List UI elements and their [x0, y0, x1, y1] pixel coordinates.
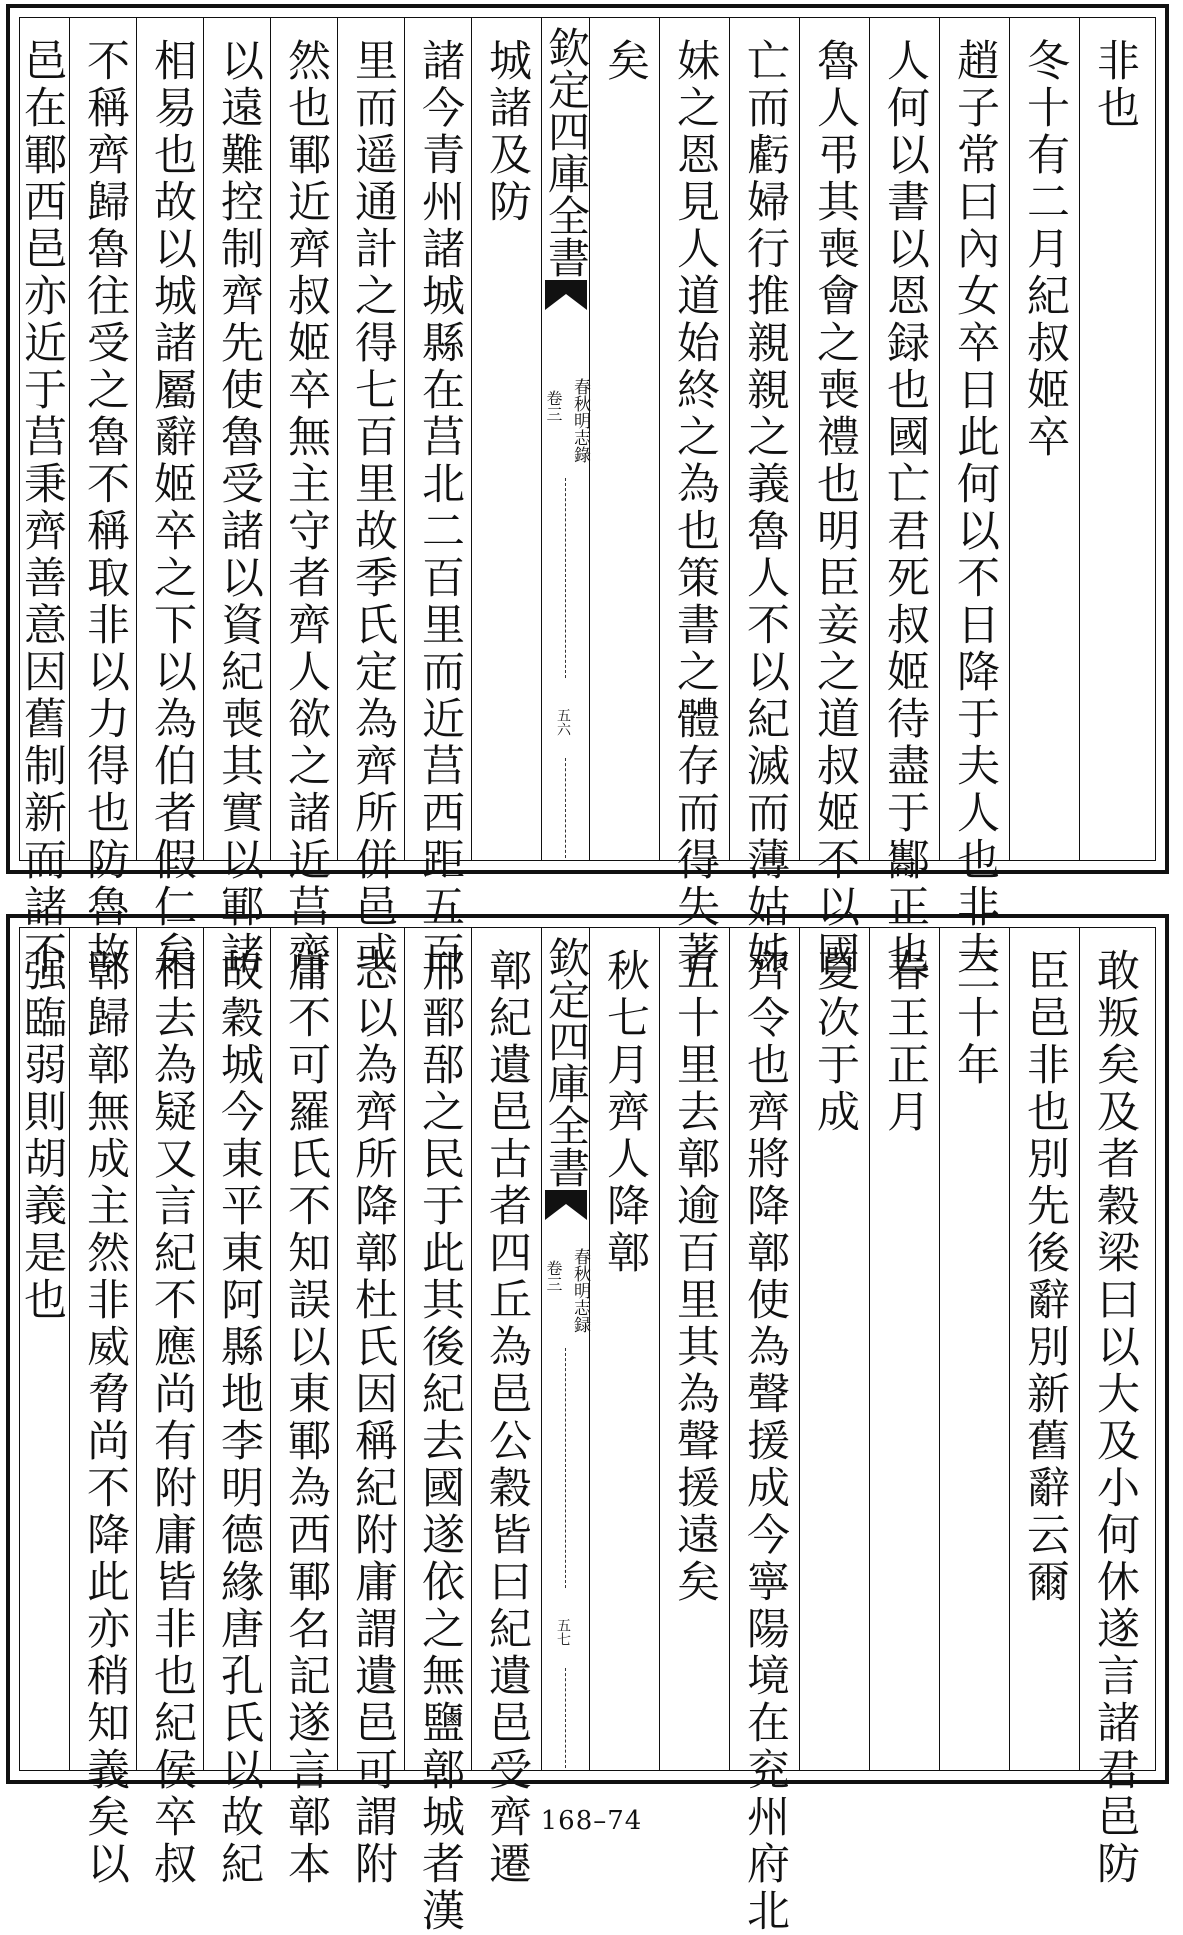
text-column	[138, 928, 206, 1888]
spine-folio: 五七	[555, 1618, 571, 1646]
column-text: 亡而虧婦行推親親之義魯人不以紀滅而薄姑姊	[740, 38, 790, 978]
column-text: 鄣紀遺邑古者四丘為邑公穀皆曰紀遺邑受齊遷	[482, 948, 532, 1888]
text-column	[272, 928, 340, 1888]
column-text: 矣	[600, 38, 650, 85]
fish-tail-ornament-icon	[545, 1190, 587, 1220]
column-rule	[799, 18, 800, 860]
column-text: 敢叛矣及者穀梁曰以大及小何休遂言諸君邑防	[1090, 948, 1140, 1888]
text-column	[71, 928, 139, 1888]
text-column	[731, 928, 799, 1935]
column-rule	[541, 18, 542, 860]
column-rule	[1079, 18, 1080, 860]
column-text: 邢鄑郚之民于此其後紀去國遂依之無鹽鄣城者漢	[415, 948, 465, 1935]
column-rule	[659, 18, 660, 860]
spine-divider	[565, 1348, 566, 1588]
text-column	[941, 928, 1009, 1770]
column-text: 齊令也齊將降鄣使為聲援成今寧陽境在兖州府北	[740, 948, 790, 1935]
spine-divider	[565, 478, 566, 678]
text-column	[871, 928, 939, 1770]
text-column	[205, 928, 273, 1888]
column-rule	[939, 18, 940, 860]
text-column	[406, 928, 474, 1935]
text-column	[731, 18, 799, 978]
column-text: 諸今青州諸城縣在莒北二百里而近莒西距五百	[415, 38, 465, 978]
column-text: 邑在鄆西邑亦近于莒秉齊善意因舊制新而諸不	[17, 38, 67, 978]
spine-volume: 卷三	[544, 390, 563, 422]
text-column	[473, 928, 541, 1888]
column-text: 人何以書以恩録也國亡君死叔姬待盡于酅正也	[880, 38, 930, 978]
column-rule	[1079, 928, 1080, 1770]
column-text: 志以為齊所降鄣杜氏因稱紀附庸謂遺邑可謂附	[348, 948, 398, 1888]
text-column	[1081, 928, 1149, 1888]
text-column	[272, 18, 340, 978]
column-rule	[869, 18, 870, 860]
column-text: 秋七月齊人降鄣	[600, 948, 650, 1277]
text-column	[473, 18, 541, 860]
text-column	[661, 18, 729, 978]
fish-tail-ornament-icon	[545, 280, 587, 310]
column-text: 臣邑非也別先後辭別新舊辭云爾	[1020, 948, 1070, 1606]
column-rule	[939, 928, 940, 1770]
column-text: 五十里去鄣逾百里其為聲援遠矣	[670, 948, 720, 1606]
column-text: 冬十有二月紀叔姬卒	[1020, 38, 1070, 461]
text-column	[801, 928, 869, 1770]
column-text: 夏次于成	[810, 948, 860, 1136]
text-column	[1011, 18, 1079, 860]
column-text: 然也鄆近齊叔姬卒無主守者齊人欲之諸近莒齊	[281, 38, 331, 978]
column-text: 魯人弔其喪會之喪禮也明臣妾之道叔姬不以國	[810, 38, 860, 978]
column-text: 非也	[1090, 38, 1140, 132]
spine-banner	[543, 18, 589, 860]
column-text: 相易也故以城諸屬辭姬卒之下以為伯者假仁矣	[147, 38, 197, 978]
spine-title: 欽定四庫全書	[542, 936, 591, 1188]
column-text: 妹之恩見人道始終之為也策書之體存而得失著	[670, 38, 720, 978]
column-rule	[799, 928, 800, 1770]
column-text: 三十年	[950, 948, 1000, 1089]
text-column	[339, 928, 407, 1888]
spine-banner	[543, 928, 589, 1770]
spine-divider	[565, 1668, 566, 1768]
text-column	[71, 18, 139, 978]
spine-title: 欽定四庫全書	[542, 26, 591, 278]
spine-volume: 卷三	[544, 1260, 563, 1292]
column-rule	[541, 928, 542, 1770]
column-rule	[729, 18, 730, 860]
column-text: 不稱齊歸魯往受之魯不稱取非以力得也防魯故	[80, 38, 130, 978]
text-column	[661, 928, 729, 1770]
column-rule	[1009, 928, 1010, 1770]
text-column	[8, 928, 76, 1770]
column-rule	[1009, 18, 1010, 860]
column-text: 故穀城今東平東阿縣地李明德緣唐孔氏以故紀	[214, 948, 264, 1888]
column-text: 以遠難控制齊先使魯受諸以資紀喪其實以鄆諸	[214, 38, 264, 978]
text-column	[591, 928, 659, 1770]
spine-folio: 五六	[555, 708, 571, 736]
text-column	[339, 18, 407, 978]
column-rule	[869, 928, 870, 1770]
column-text: 趙子常曰內女卒日此何以不日降于夫人也非夫	[950, 38, 1000, 978]
text-column	[1081, 18, 1149, 860]
text-column	[138, 18, 206, 978]
column-rule	[659, 928, 660, 1770]
column-text: 相去為疑又言紀不應尚有附庸皆非也紀侯卒叔	[147, 948, 197, 1888]
column-text: 春王正月	[880, 948, 930, 1136]
column-text: 里而遥通計之得七百里故季氏定為齊所併邑或	[348, 38, 398, 978]
column-text: 强臨弱則胡義是也	[17, 948, 67, 1324]
page-frame	[6, 4, 1169, 978]
column-text: 鄣歸鄣無成主然非威脅尚不降此亦稍知義矣以	[80, 948, 130, 1888]
spine-book-title: 春秋明志録	[570, 1248, 590, 1333]
text-column	[591, 18, 659, 860]
text-column	[8, 18, 76, 978]
text-column	[941, 18, 1009, 978]
text-column	[406, 18, 474, 978]
column-text: 城諸及防	[482, 38, 532, 226]
text-column	[205, 18, 273, 978]
spine-divider	[565, 758, 566, 858]
spine-book-title: 春秋明志錄	[570, 378, 590, 463]
text-column	[1011, 928, 1079, 1770]
page-number: 168–74	[540, 1806, 643, 1836]
column-text: 庸不可羅氏不知誤以東鄆為西鄆名記遂言鄣本	[281, 948, 331, 1888]
column-rule	[729, 928, 730, 1770]
text-column	[871, 18, 939, 978]
text-block	[17, 17, 1156, 978]
text-column	[801, 18, 869, 978]
